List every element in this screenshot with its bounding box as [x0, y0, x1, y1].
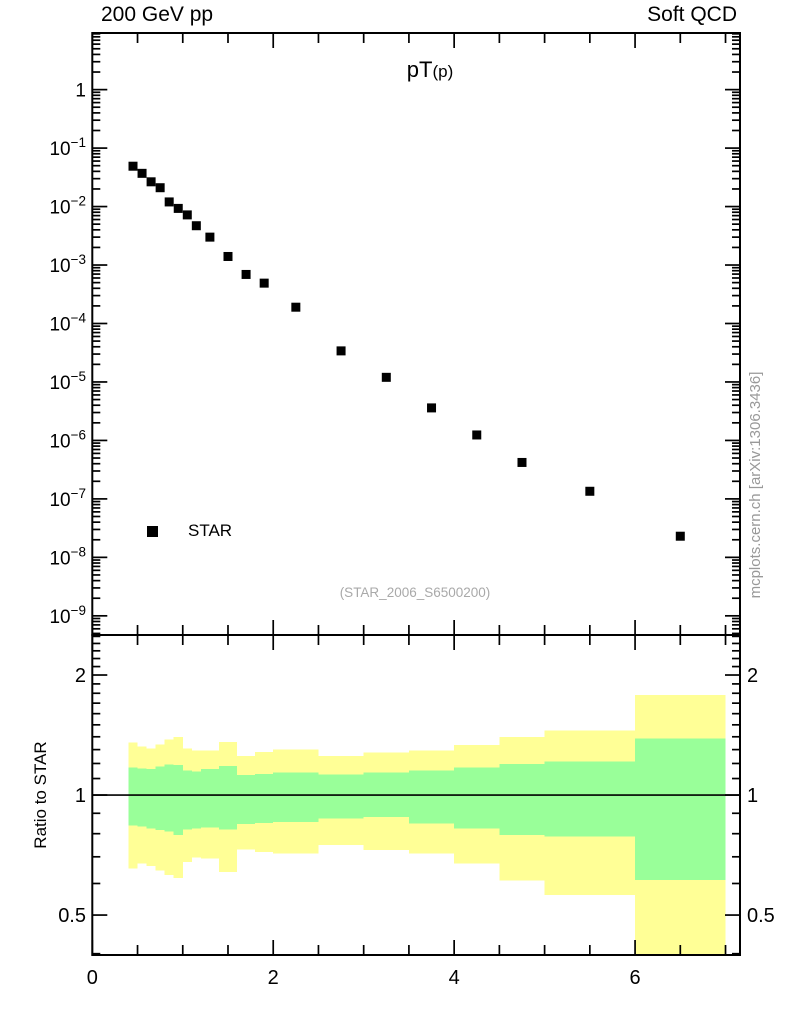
svg-text:1: 1	[75, 80, 86, 102]
header-process-label: Soft QCD	[647, 3, 737, 26]
svg-text:2: 2	[74, 665, 86, 688]
svg-text:10−5: $10^{-5}$	[49, 368, 86, 394]
plot-title-main: pT	[406, 57, 433, 82]
svg-text:10−3: $10^{-3}$	[49, 252, 86, 278]
svg-text:4: 4	[448, 967, 460, 989]
ratio-y-axis-title: Ratio to STAR	[31, 741, 50, 849]
legend-marker-square	[147, 526, 158, 537]
legend	[147, 521, 232, 541]
svg-text:2: 2	[267, 967, 279, 989]
header-beam-label: 200 GeV pp	[101, 3, 214, 26]
plot-title-suffix: (p)	[432, 62, 454, 81]
legend-label: STAR	[188, 521, 233, 540]
mcplots-credit: mcplots.cern.ch [arXiv:1306.3436]	[747, 371, 764, 599]
plot-title	[330, 57, 530, 83]
svg-text:10−2: $10^{-2}$	[49, 193, 86, 219]
svg-text:0.5: 0.5	[747, 905, 775, 928]
svg-text:6: 6	[629, 967, 641, 989]
svg-text:1: 1	[74, 785, 86, 808]
svg-text:10−8: $10^{-8}$	[49, 544, 86, 570]
analysis-tag: (STAR_2006_S6500200)	[339, 585, 491, 600]
svg-text:10−1: $10^{-1}$	[49, 135, 86, 161]
svg-text:10−9: $10^{-9}$	[49, 602, 86, 628]
svg-text:2: 2	[747, 665, 759, 688]
svg-text:10−6: $10^{-6}$	[49, 427, 86, 453]
ratio-bands	[128, 695, 725, 972]
svg-text:10−4: $10^{-4}$	[49, 310, 86, 336]
svg-text:0: 0	[86, 967, 98, 989]
data-points	[129, 162, 685, 541]
svg-text:1: 1	[747, 785, 759, 808]
svg-text:10−7: $10^{-7}$	[49, 485, 86, 511]
svg-text:0.5: 0.5	[58, 905, 86, 928]
